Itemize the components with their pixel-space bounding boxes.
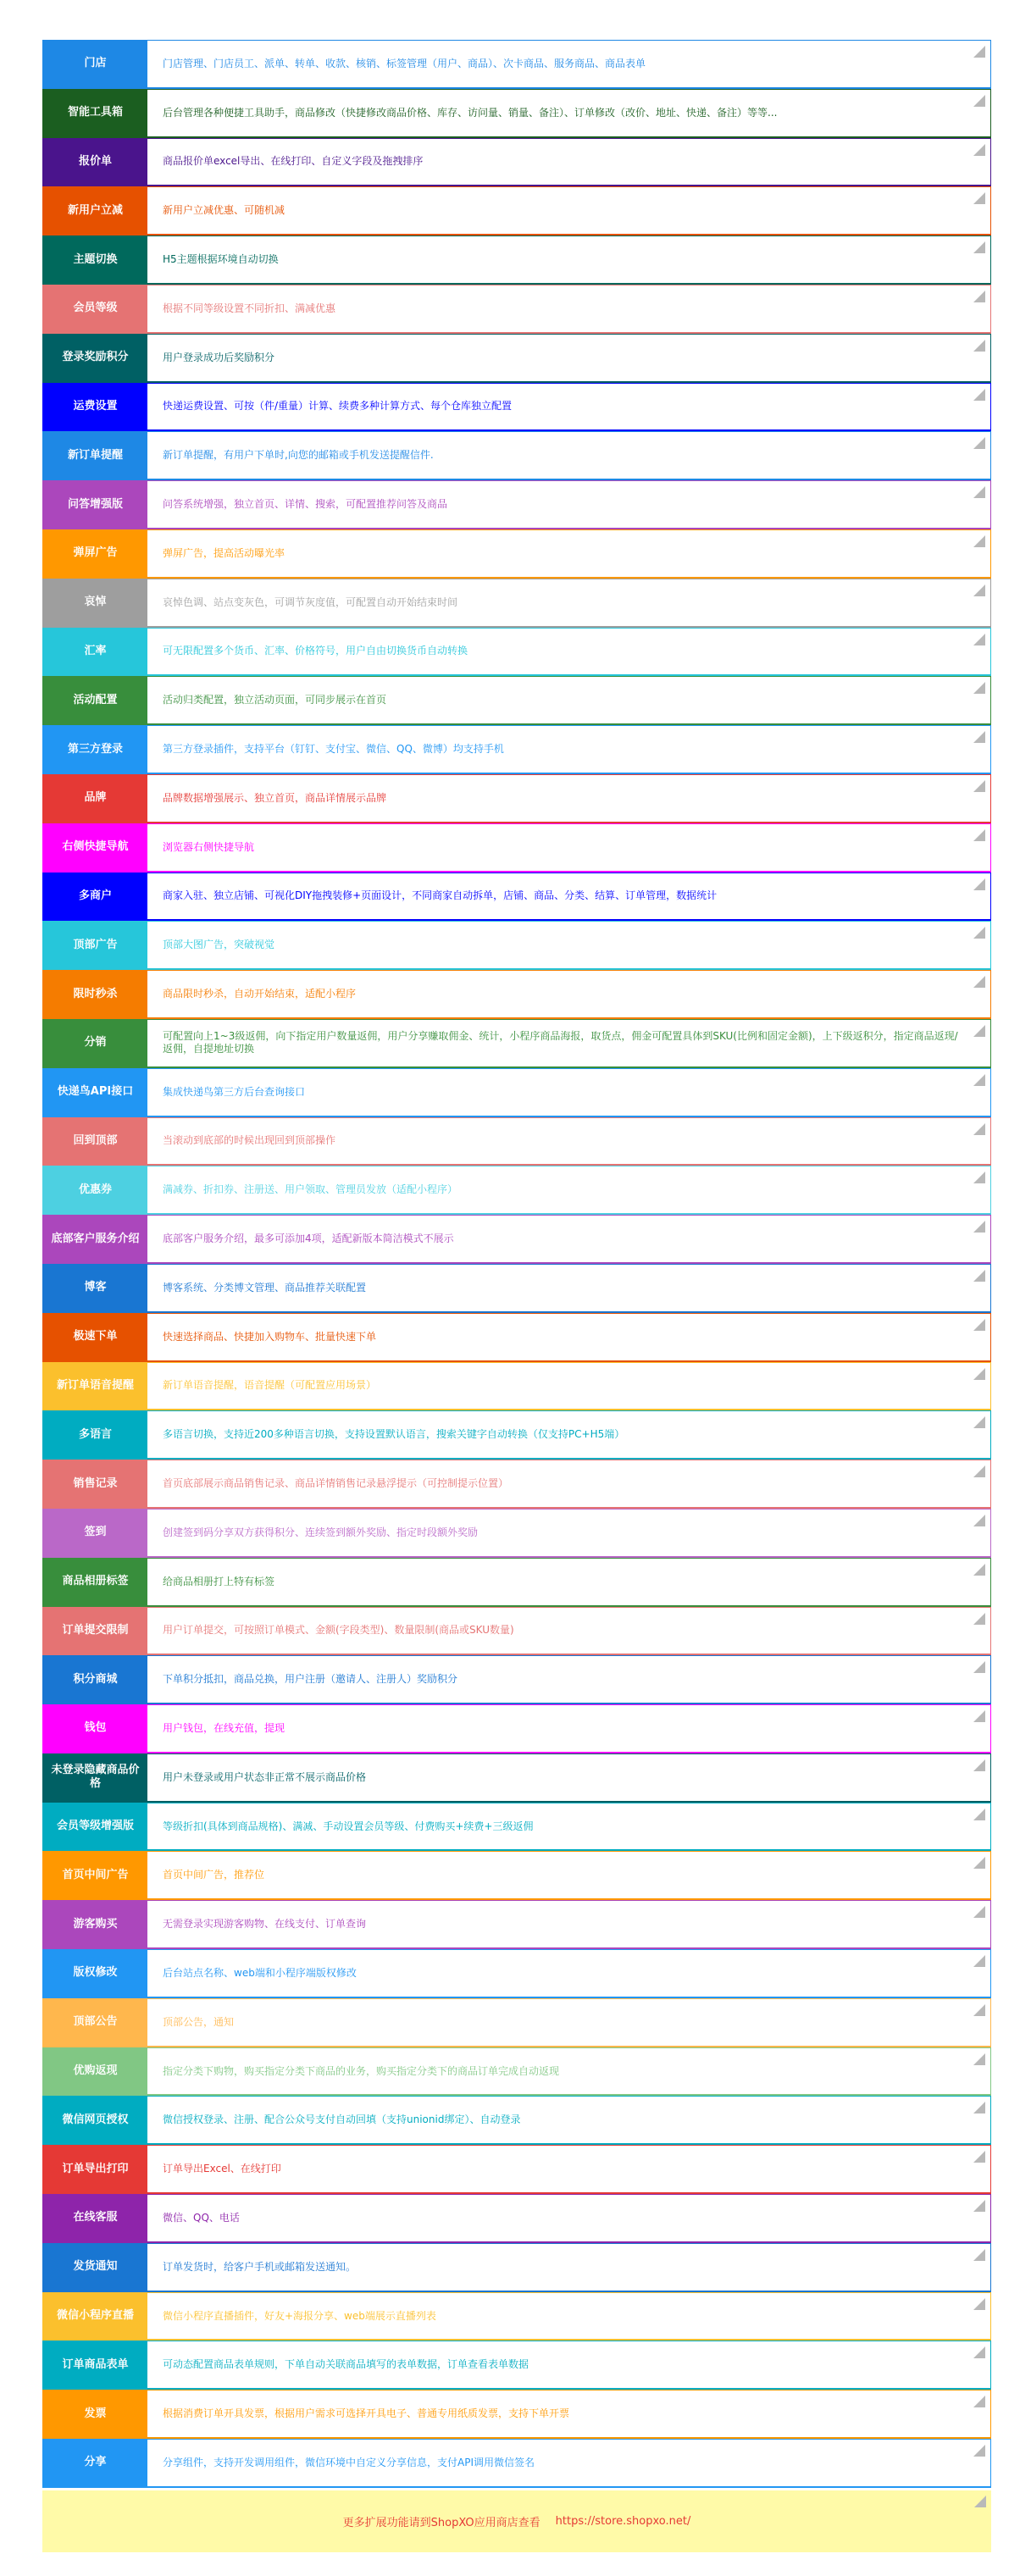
feature-description: 活动归类配置，独立活动页面，可同步展示在首页 bbox=[163, 694, 387, 706]
feature-desc-cell bbox=[147, 629, 990, 675]
feature-desc-cell bbox=[147, 1852, 990, 1898]
corner-fold-icon bbox=[973, 731, 985, 743]
feature-desc-cell bbox=[147, 2195, 990, 2241]
feature-row bbox=[42, 1362, 991, 1411]
corner-fold-icon bbox=[973, 2200, 985, 2212]
corner-fold-icon bbox=[973, 1857, 985, 1869]
feature-description: 无需登录实现游客购物、在线支付、订单查询 bbox=[163, 1918, 367, 1931]
feature-name: 极速下单 bbox=[43, 1314, 147, 1360]
footer-banner bbox=[42, 2490, 991, 2552]
feature-desc-cell bbox=[147, 139, 990, 186]
corner-fold-icon bbox=[973, 486, 985, 498]
feature-desc-cell bbox=[147, 1803, 990, 1850]
feature-description: 品牌数据增强展示、独立首页，商品详情展示品牌 bbox=[163, 791, 387, 804]
feature-row bbox=[42, 1019, 991, 1068]
feature-row bbox=[42, 529, 991, 579]
feature-desc-cell bbox=[147, 1901, 990, 1947]
feature-name: 销售记录 bbox=[43, 1460, 147, 1507]
feature-row bbox=[42, 40, 991, 89]
feature-desc-cell bbox=[147, 2440, 990, 2486]
feature-desc-cell bbox=[147, 285, 990, 332]
feature-row bbox=[42, 1509, 991, 1558]
feature-name: 哀悼 bbox=[43, 579, 147, 626]
feature-name: 发货通知 bbox=[43, 2244, 147, 2291]
corner-fold-icon bbox=[974, 2496, 986, 2507]
feature-desc-cell bbox=[147, 384, 990, 430]
footer-text: 更多扩展功能请到ShopXO应用商店查看 bbox=[342, 2517, 540, 2529]
feature-desc-cell bbox=[147, 824, 990, 871]
feature-name: 限时秒杀 bbox=[43, 971, 147, 1017]
feature-desc-cell bbox=[147, 2341, 990, 2388]
feature-description: 微信小程序直播插件，好友+海报分享、web端展示直播列表 bbox=[163, 2309, 436, 2322]
feature-row bbox=[42, 823, 991, 873]
corner-fold-icon bbox=[973, 780, 985, 792]
feature-desc-cell bbox=[147, 1118, 990, 1165]
corner-fold-icon bbox=[973, 1074, 985, 1086]
feature-desc-cell bbox=[147, 1069, 990, 1116]
feature-description: 新订单语音提醒，语音提醒（可配置应用场景） bbox=[163, 1379, 377, 1392]
corner-fold-icon bbox=[973, 535, 985, 547]
corner-fold-icon bbox=[973, 2102, 985, 2113]
feature-row bbox=[42, 2292, 991, 2341]
feature-description: 集成快递鸟第三方后台查询接口 bbox=[163, 1085, 306, 1098]
feature-desc-cell bbox=[147, 1950, 990, 1997]
feature-desc-cell bbox=[147, 922, 990, 968]
corner-fold-icon bbox=[973, 437, 985, 449]
corner-fold-icon bbox=[973, 1710, 985, 1722]
feature-row bbox=[42, 2341, 991, 2390]
feature-name: 右侧快捷导航 bbox=[43, 824, 147, 871]
corner-fold-icon bbox=[973, 584, 985, 596]
corner-fold-icon bbox=[973, 682, 985, 694]
feature-name: 版权修改 bbox=[43, 1950, 147, 1997]
feature-description: 微信授权登录、注册、配合公众号支付自动回填（支持unionid绑定）、自动登录 bbox=[163, 2113, 521, 2126]
corner-fold-icon bbox=[973, 1172, 985, 1183]
feature-row bbox=[42, 1558, 991, 1607]
feature-desc-cell bbox=[147, 236, 990, 283]
feature-description: 下单积分抵扣，商品兑换，用户注册（邀请人、注册人）奖励积分 bbox=[163, 1673, 458, 1686]
feature-name: 新订单语音提醒 bbox=[43, 1363, 147, 1410]
corner-fold-icon bbox=[973, 241, 985, 253]
feature-name: 报价单 bbox=[43, 139, 147, 186]
feature-name: 回到顶部 bbox=[43, 1118, 147, 1165]
corner-fold-icon bbox=[973, 1809, 985, 1820]
feature-name: 分销 bbox=[43, 1020, 147, 1066]
corner-fold-icon bbox=[973, 389, 985, 401]
feature-desc-cell bbox=[147, 873, 990, 920]
feature-desc-cell bbox=[147, 1020, 990, 1066]
feature-desc-cell bbox=[147, 41, 990, 87]
feature-description: 商品限时秒杀，自动开始结束，适配小程序 bbox=[163, 988, 357, 1000]
corner-fold-icon bbox=[973, 2053, 985, 2065]
corner-fold-icon bbox=[973, 1368, 985, 1380]
feature-name: 微信小程序直播 bbox=[43, 2293, 147, 2340]
feature-row bbox=[42, 1949, 991, 1998]
feature-row bbox=[42, 579, 991, 628]
feature-name: 钱包 bbox=[43, 1705, 147, 1752]
feature-name: 顶部公告 bbox=[43, 1999, 147, 2046]
feature-name: 新用户立减 bbox=[43, 187, 147, 234]
feature-row bbox=[42, 480, 991, 529]
feature-row bbox=[42, 1607, 991, 1656]
feature-description: 用户登录成功后奖励积分 bbox=[163, 351, 275, 363]
corner-fold-icon bbox=[973, 2004, 985, 2016]
feature-row bbox=[42, 1264, 991, 1313]
feature-name: 第三方登录 bbox=[43, 726, 147, 773]
feature-name: 品牌 bbox=[43, 775, 147, 822]
feature-desc-cell bbox=[147, 2146, 990, 2192]
feature-desc-cell bbox=[147, 677, 990, 723]
feature-description: 多语言切换，支持近200多种语言切换，支持设置默认语言，搜索关键字自动转换（仅支持PC+H5端） bbox=[163, 1428, 625, 1441]
feature-description: 浏览器右侧快捷导航 bbox=[163, 840, 255, 853]
feature-row bbox=[42, 2047, 991, 2097]
feature-row bbox=[42, 725, 991, 774]
corner-fold-icon bbox=[973, 340, 985, 352]
feature-row bbox=[42, 970, 991, 1019]
feature-desc-cell bbox=[147, 1411, 990, 1458]
feature-description: 商家入驻、独立店铺、可视化DIY拖拽装修+页面设计，不同商家自动拆单，店铺、商品、分类、结算、订单管理，数据统计 bbox=[163, 889, 718, 902]
feature-row bbox=[42, 1998, 991, 2047]
feature-row bbox=[42, 431, 991, 480]
feature-name: 微信网页授权 bbox=[43, 2097, 147, 2143]
feature-row bbox=[42, 1215, 991, 1264]
feature-description: 门店管理、门店员工、派单、转单、收款、核销、标签管理（用户、商品）、次卡商品、服务商品、商品表单 bbox=[163, 57, 646, 69]
feature-name: 在线客服 bbox=[43, 2195, 147, 2241]
feature-desc-cell bbox=[147, 1656, 990, 1703]
feature-description: 哀悼色调、站点变灰色，可调节灰度值，可配置自动开始结束时间 bbox=[163, 596, 458, 608]
corner-fold-icon bbox=[973, 95, 985, 107]
corner-fold-icon bbox=[973, 829, 985, 841]
feature-name: 运费设置 bbox=[43, 384, 147, 430]
feature-description: 微信、QQ、电话 bbox=[163, 2211, 240, 2224]
feature-description: 商品报价单excel导出、在线打印、自定义字段及拖拽排序 bbox=[163, 155, 424, 168]
feature-name: 汇率 bbox=[43, 629, 147, 675]
corner-fold-icon bbox=[973, 1221, 985, 1233]
corner-fold-icon bbox=[973, 2445, 985, 2457]
corner-fold-icon bbox=[973, 1906, 985, 1918]
feature-description: 分享组件，支持开发调用组件，微信环境中自定义分享信息，支付API调用微信签名 bbox=[163, 2456, 535, 2468]
corner-fold-icon bbox=[973, 1613, 985, 1625]
feature-desc-cell bbox=[147, 2097, 990, 2143]
feature-name: 会员等级增强版 bbox=[43, 1803, 147, 1850]
corner-fold-icon bbox=[973, 46, 985, 58]
feature-description: 满减券、折扣券、注册送、用户领取、管理员发放（适配小程序） bbox=[163, 1183, 458, 1196]
feature-desc-cell bbox=[147, 579, 990, 626]
feature-desc-cell bbox=[147, 530, 990, 577]
feature-description: 新订单提醒，有用户下单时,向您的邮箱或手机发送提醒信件. bbox=[163, 449, 434, 462]
feature-name: 登录奖励积分 bbox=[43, 335, 147, 381]
feature-row bbox=[42, 1704, 991, 1753]
feature-description: 弹屏广告，提高活动曝光率 bbox=[163, 546, 285, 559]
feature-name: 门店 bbox=[43, 41, 147, 87]
feature-row bbox=[42, 235, 991, 285]
feature-description: H5主题根据环境自动切换 bbox=[163, 253, 279, 266]
feature-row bbox=[42, 2390, 991, 2439]
feature-name: 优购返现 bbox=[43, 2048, 147, 2095]
feature-desc-cell bbox=[147, 1460, 990, 1507]
feature-row bbox=[42, 1068, 991, 1117]
corner-fold-icon bbox=[973, 1759, 985, 1771]
feature-description: 用户订单提交，可按照订单模式、金额(字段类型)、数量限制(商品或SKU数量) bbox=[163, 1624, 514, 1637]
corner-fold-icon bbox=[973, 1025, 985, 1037]
feature-row bbox=[42, 676, 991, 725]
feature-desc-cell bbox=[147, 1363, 990, 1410]
feature-desc-cell bbox=[147, 2293, 990, 2340]
feature-name: 商品相册标签 bbox=[43, 1559, 147, 1605]
feature-desc-cell bbox=[147, 1166, 990, 1213]
feature-row bbox=[42, 186, 991, 235]
corner-fold-icon bbox=[973, 2396, 985, 2407]
feature-row bbox=[42, 89, 991, 138]
feature-row bbox=[42, 138, 991, 187]
corner-fold-icon bbox=[973, 1515, 985, 1526]
feature-name: 多语言 bbox=[43, 1411, 147, 1458]
corner-fold-icon bbox=[973, 634, 985, 645]
feature-row bbox=[42, 285, 991, 334]
feature-desc-cell bbox=[147, 432, 990, 479]
feature-name: 弹屏广告 bbox=[43, 530, 147, 577]
feature-desc-cell bbox=[147, 90, 990, 136]
feature-desc-cell bbox=[147, 2244, 990, 2291]
feature-description: 顶部大图广告，突破视觉 bbox=[163, 939, 275, 951]
feature-name: 底部客户服务介绍 bbox=[43, 1216, 147, 1262]
feature-description: 给商品相册打上特有标签 bbox=[163, 1575, 275, 1587]
feature-desc-cell bbox=[147, 2390, 990, 2437]
feature-desc-cell bbox=[147, 726, 990, 773]
feature-description: 问答系统增强，独立首页、详情、搜索，可配置推荐问答及商品 bbox=[163, 498, 448, 511]
feature-row bbox=[42, 628, 991, 677]
feature-description: 指定分类下购物，购买指定分类下商品的业务，购买指定分类下的商品订单完成自动返现 bbox=[163, 2064, 560, 2077]
feature-desc-cell bbox=[147, 1705, 990, 1752]
feature-description: 当滚动到底部的时候出现回到顶部操作 bbox=[163, 1134, 336, 1147]
feature-name: 博客 bbox=[43, 1265, 147, 1311]
feature-row bbox=[42, 1313, 991, 1362]
feature-name: 订单商品表单 bbox=[43, 2341, 147, 2388]
feature-desc-cell bbox=[147, 1559, 990, 1605]
feature-desc-cell bbox=[147, 971, 990, 1017]
feature-name: 活动配置 bbox=[43, 677, 147, 723]
feature-desc-cell bbox=[147, 1754, 990, 1801]
feature-description: 用户未登录或用户状态非正常不展示商品价格 bbox=[163, 1770, 367, 1783]
feature-row bbox=[42, 334, 991, 383]
feature-row bbox=[42, 1753, 991, 1803]
feature-description: 可配置向上1~3级返佣，向下指定用户数量返佣，用户分享赚取佣金、统计，小程序商品海报，取货点，佣金可配置具体到SKU(比例和固定金额)，上下级返积分，指定商品返现/返佣，自提地址切换 bbox=[163, 1030, 958, 1055]
feature-row bbox=[42, 1117, 991, 1166]
feature-name: 订单导出打印 bbox=[43, 2146, 147, 2192]
feature-name: 顶部广告 bbox=[43, 922, 147, 968]
corner-fold-icon bbox=[973, 1955, 985, 1967]
feature-desc-cell bbox=[147, 775, 990, 822]
feature-name: 会员等级 bbox=[43, 285, 147, 332]
feature-desc-cell bbox=[147, 335, 990, 381]
corner-fold-icon bbox=[973, 1319, 985, 1331]
feature-description: 可无限配置多个货币、汇率、价格符号，用户自由切换货币自动转换 bbox=[163, 645, 468, 657]
feature-description: 底部客户服务介绍，最多可添加4项，适配新版本简洁模式不展示 bbox=[163, 1233, 454, 1245]
corner-fold-icon bbox=[973, 1416, 985, 1428]
feature-row bbox=[42, 2194, 991, 2243]
feature-name: 新订单提醒 bbox=[43, 432, 147, 479]
feature-description: 第三方登录插件，支持平台（钉钉、支付宝、微信、QQ、微博）均支持手机 bbox=[163, 743, 504, 756]
feature-row bbox=[42, 1410, 991, 1460]
feature-name: 智能工具箱 bbox=[43, 90, 147, 136]
feature-list bbox=[42, 40, 991, 2488]
corner-fold-icon bbox=[973, 1270, 985, 1282]
corner-fold-icon bbox=[973, 1564, 985, 1576]
feature-name: 优惠券 bbox=[43, 1166, 147, 1213]
feature-description: 首页中间广告，推荐位 bbox=[163, 1869, 265, 1881]
feature-row bbox=[42, 1900, 991, 1949]
feature-row bbox=[42, 2145, 991, 2194]
feature-name: 发票 bbox=[43, 2390, 147, 2437]
feature-desc-cell bbox=[147, 1510, 990, 1556]
feature-row bbox=[42, 774, 991, 823]
feature-name: 未登录隐藏商品价格 bbox=[43, 1754, 147, 1801]
feature-name: 游客购买 bbox=[43, 1901, 147, 1947]
feature-name: 主题切换 bbox=[43, 236, 147, 283]
feature-description: 首页底部展示商品销售记录、商品详情销售记录悬浮提示（可控制提示位置） bbox=[163, 1477, 509, 1489]
corner-fold-icon bbox=[973, 927, 985, 939]
feature-row bbox=[42, 1460, 991, 1509]
feature-row bbox=[42, 2096, 991, 2145]
feature-description: 等级折扣(具体到商品规格)、满减、手动设置会员等级、付费购买+续费+三级返佣 bbox=[163, 1820, 534, 1832]
feature-row bbox=[42, 383, 991, 432]
feature-desc-cell bbox=[147, 1216, 990, 1262]
feature-desc-cell bbox=[147, 1999, 990, 2046]
corner-fold-icon bbox=[973, 878, 985, 890]
corner-fold-icon bbox=[973, 2249, 985, 2261]
feature-desc-cell bbox=[147, 187, 990, 234]
corner-fold-icon bbox=[973, 144, 985, 156]
feature-description: 快速选择商品、快捷加入购物车、批量快速下单 bbox=[163, 1330, 377, 1343]
feature-description: 快递运费设置、可按（件/重量）计算、续费多种计算方式、每个仓库独立配置 bbox=[163, 400, 513, 413]
feature-name: 快递鸟API接口 bbox=[43, 1069, 147, 1116]
feature-description: 根据消费订单开具发票，根据用户需求可选择开具电子、普通专用纸质发票，支持下单开票 bbox=[163, 2407, 570, 2420]
corner-fold-icon bbox=[973, 2151, 985, 2163]
feature-description: 创建签到码分享双方获得积分、连续签到额外奖励、指定时段额外奖励 bbox=[163, 1526, 479, 1538]
corner-fold-icon bbox=[973, 192, 985, 204]
feature-row bbox=[42, 921, 991, 970]
feature-row bbox=[42, 1803, 991, 1852]
feature-name: 分享 bbox=[43, 2440, 147, 2486]
feature-desc-cell bbox=[147, 1608, 990, 1654]
feature-row bbox=[42, 873, 991, 922]
corner-fold-icon bbox=[973, 1661, 985, 1673]
feature-description: 根据不同等级设置不同折扣、满减优惠 bbox=[163, 302, 336, 314]
corner-fold-icon bbox=[973, 2346, 985, 2358]
feature-description: 博客系统、分类博文管理、商品推荐关联配置 bbox=[163, 1281, 367, 1294]
feature-desc-cell bbox=[147, 481, 990, 528]
feature-description: 订单导出Excel、在线打印 bbox=[163, 2163, 281, 2175]
feature-desc-cell bbox=[147, 1265, 990, 1311]
feature-name: 问答增强版 bbox=[43, 481, 147, 528]
corner-fold-icon bbox=[973, 1465, 985, 1477]
feature-name: 签到 bbox=[43, 1510, 147, 1556]
feature-name: 订单提交限制 bbox=[43, 1608, 147, 1654]
feature-row bbox=[42, 1166, 991, 1215]
feature-row bbox=[42, 2439, 991, 2488]
feature-desc-cell bbox=[147, 2048, 990, 2095]
corner-fold-icon bbox=[973, 976, 985, 988]
feature-row bbox=[42, 2243, 991, 2292]
feature-row bbox=[42, 1851, 991, 1900]
feature-name: 首页中间广告 bbox=[43, 1852, 147, 1898]
feature-name: 多商户 bbox=[43, 873, 147, 920]
corner-fold-icon bbox=[973, 291, 985, 302]
feature-description: 用户钱包，在线充值，提现 bbox=[163, 1721, 285, 1734]
feature-description: 订单发货时，给客户手机或邮箱发送通知。 bbox=[163, 2260, 357, 2273]
feature-name: 积分商城 bbox=[43, 1656, 147, 1703]
feature-description: 后台站点名称、web端和小程序端版权修改 bbox=[163, 1966, 357, 1979]
feature-description: 后台管理各种便捷工具助手，商品修改（快捷修改商品价格、库存、访问量、销量、备注）、订单修改（改价、地址、快递、备注）等等... bbox=[163, 106, 778, 119]
feature-description: 顶部公告，通知 bbox=[163, 2015, 235, 2028]
corner-fold-icon bbox=[973, 2298, 985, 2310]
store-link[interactable]: https://store.shopxo.net/ bbox=[555, 2515, 691, 2528]
corner-fold-icon bbox=[973, 1123, 985, 1135]
feature-description: 可动态配置商品表单规则，下单自动关联商品填写的表单数据，订单查看表单数据 bbox=[163, 2358, 529, 2371]
feature-row bbox=[42, 1655, 991, 1704]
feature-desc-cell bbox=[147, 1314, 990, 1360]
feature-description: 新用户立减优惠、可随机减 bbox=[163, 204, 285, 217]
